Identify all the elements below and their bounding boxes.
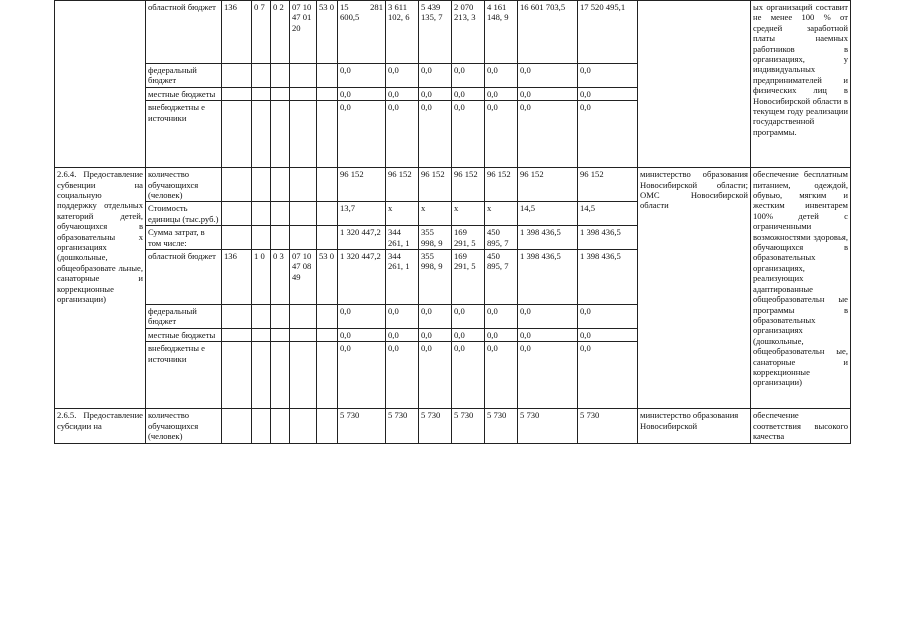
value-cell: 1 320 447,2 <box>338 250 386 305</box>
value-cell: 0,0 <box>452 328 485 341</box>
code-cell: 0 3 <box>271 250 290 305</box>
value-cell: 0,0 <box>578 305 638 329</box>
value-cell: 450 895, 7 <box>485 226 518 250</box>
value-cell: 0,0 <box>578 342 638 409</box>
value-cell: 5 730 <box>452 409 485 443</box>
value-cell: 2 070 213, 3 <box>452 1 485 64</box>
source-cell: областной бюджет <box>146 1 222 64</box>
value-cell: 0,0 <box>386 328 419 341</box>
table-row <box>55 409 851 443</box>
value-cell: 0,0 <box>419 101 452 168</box>
value-cell: 0,0 <box>578 64 638 88</box>
value-cell: 0,0 <box>419 87 452 100</box>
value-cell: 5 730 <box>338 409 386 443</box>
value-cell: x <box>485 202 518 226</box>
value-cell: 13,7 <box>338 202 386 226</box>
code-cell: 136 <box>222 250 252 305</box>
value-cell: 0,0 <box>518 328 578 341</box>
program-table <box>54 0 851 444</box>
value-cell: 0,0 <box>578 328 638 341</box>
value-cell: 0,0 <box>485 342 518 409</box>
code-cell: 136 <box>222 1 252 64</box>
value-cell: 96 152 <box>485 168 518 202</box>
value-cell: 0,0 <box>386 64 419 88</box>
value-cell: 0,0 <box>452 64 485 88</box>
value-cell: 0,0 <box>578 87 638 100</box>
value-cell: 0,0 <box>452 342 485 409</box>
value-cell: 5 730 <box>518 409 578 443</box>
value-cell: 0,0 <box>578 101 638 168</box>
value-cell: 355 998, 9 <box>419 250 452 305</box>
result-cell: обеспечение соответствия высокого качества <box>751 409 851 443</box>
value-cell: 0,0 <box>338 328 386 341</box>
value-cell: 1 398 436,5 <box>518 226 578 250</box>
value-cell: 0,0 <box>419 64 452 88</box>
value-cell: 0,0 <box>338 64 386 88</box>
executor-cell <box>638 1 751 168</box>
source-cell: количество обучающихся (человек) <box>146 409 222 443</box>
value-cell: 96 152 <box>578 168 638 202</box>
value-cell: 96 152 <box>518 168 578 202</box>
executor-cell: министерство образования Новосибирской области; ОМС Новосибирской области <box>638 168 751 409</box>
value-cell: 0,0 <box>386 305 419 329</box>
value-cell: 0,0 <box>338 87 386 100</box>
value-cell: 16 601 703,5 <box>518 1 578 64</box>
table-row <box>55 1 851 64</box>
result-cell: обеспечение бесплатным питанием, одеждой, обувью, мягким и жестким инвентарем 100% детей с ограниченными возможностями здоровья, обучающихся в образовательных организациях, реализующих адаптированные общеобразовательн ые программы в образовательных организациях (дошкольные, общеобразовательн ые, санаторные и коррекционные организации) <box>751 168 851 409</box>
code-cell: 53 0 <box>317 250 338 305</box>
value-cell: 0,0 <box>485 328 518 341</box>
value-cell: 344 261, 1 <box>386 226 419 250</box>
value-cell: 3 611 102, 6 <box>386 1 419 64</box>
value-cell: 0,0 <box>518 64 578 88</box>
table-row <box>55 168 851 202</box>
source-cell: федеральный бюджет <box>146 64 222 88</box>
code-cell: 53 0 <box>317 1 338 64</box>
value-cell: 5 439 135, 7 <box>419 1 452 64</box>
source-cell: Сумма затрат, в том числе: <box>146 226 222 250</box>
item-cell: 2.6.5. Предоставление субсидии на <box>55 409 146 443</box>
value-cell: 169 291, 5 <box>452 250 485 305</box>
value-cell: 0,0 <box>518 305 578 329</box>
value-cell: 0,0 <box>485 87 518 100</box>
value-cell: 96 152 <box>452 168 485 202</box>
value-cell: 1 398 436,5 <box>578 250 638 305</box>
value-cell: 0,0 <box>386 101 419 168</box>
source-cell: Стоимость единицы (тыс.руб.) <box>146 202 222 226</box>
value-cell: 0,0 <box>485 101 518 168</box>
value-cell: x <box>419 202 452 226</box>
value-cell: 0,0 <box>518 342 578 409</box>
source-cell: внебюджетны е источники <box>146 101 222 168</box>
value-cell: 96 152 <box>386 168 419 202</box>
code-cell: 0 7 <box>252 1 271 64</box>
source-cell: федеральный бюджет <box>146 305 222 329</box>
item-cell <box>55 1 146 168</box>
source-cell: местные бюджеты <box>146 87 222 100</box>
code-cell: 07 10 47 08 49 <box>290 250 317 305</box>
value-cell: 0,0 <box>386 342 419 409</box>
value-cell: 0,0 <box>419 342 452 409</box>
value-cell: 96 152 <box>338 168 386 202</box>
value-cell: x <box>386 202 419 226</box>
value-cell: 5 730 <box>419 409 452 443</box>
source-cell: внебюджетны е источники <box>146 342 222 409</box>
value-cell: 344 261, 1 <box>386 250 419 305</box>
value-cell: 0,0 <box>485 305 518 329</box>
value-cell: 1 398 436,5 <box>518 250 578 305</box>
value-cell: 14,5 <box>578 202 638 226</box>
value-cell: 5 730 <box>386 409 419 443</box>
value-cell: 0,0 <box>419 328 452 341</box>
value-cell: 96 152 <box>419 168 452 202</box>
value-cell: 0,0 <box>386 87 419 100</box>
value-cell: 15 281 600,5 <box>338 1 386 64</box>
value-cell: 0,0 <box>452 101 485 168</box>
value-cell: 1 398 436,5 <box>578 226 638 250</box>
value-cell: 0,0 <box>452 87 485 100</box>
value-cell: 5 730 <box>578 409 638 443</box>
value-cell: 169 291, 5 <box>452 226 485 250</box>
source-cell: областной бюджет <box>146 250 222 305</box>
value-cell: 0,0 <box>338 101 386 168</box>
source-cell: количество обучающихся (человек) <box>146 168 222 202</box>
value-cell: 0,0 <box>518 101 578 168</box>
code-cell: 0 2 <box>271 1 290 64</box>
value-cell: 450 895, 7 <box>485 250 518 305</box>
value-cell: 14,5 <box>518 202 578 226</box>
source-cell: местные бюджеты <box>146 328 222 341</box>
code-cell: 07 10 47 01 20 <box>290 1 317 64</box>
document-page <box>54 0 851 444</box>
value-cell: 17 520 495,1 <box>578 1 638 64</box>
value-cell: 0,0 <box>452 305 485 329</box>
item-cell: 2.6.4. Предоставление субвенции на социальную поддержку отдельных категорий детей, обучающихся в образовательны х организациях (дошкольные, общеобразовате льные, санаторные и коррекционные организации) <box>55 168 146 409</box>
value-cell: 0,0 <box>419 305 452 329</box>
code-cell: 1 0 <box>252 250 271 305</box>
executor-cell: министерство образования Новосибирской <box>638 409 751 443</box>
value-cell: 0,0 <box>485 64 518 88</box>
value-cell: 0,0 <box>338 305 386 329</box>
value-cell: 5 730 <box>485 409 518 443</box>
value-cell: 0,0 <box>338 342 386 409</box>
value-cell: x <box>452 202 485 226</box>
result-cell: ых организаций составит не менее 100 % от средней заработной платы наемных работников в организациях, у индивидуальных предпринимателей и физических лиц в Новосибирской области в текущем году реализации государственной программы. <box>751 1 851 168</box>
value-cell: 0,0 <box>518 87 578 100</box>
value-cell: 355 998, 9 <box>419 226 452 250</box>
value-cell: 1 320 447,2 <box>338 226 386 250</box>
value-cell: 4 161 148, 9 <box>485 1 518 64</box>
